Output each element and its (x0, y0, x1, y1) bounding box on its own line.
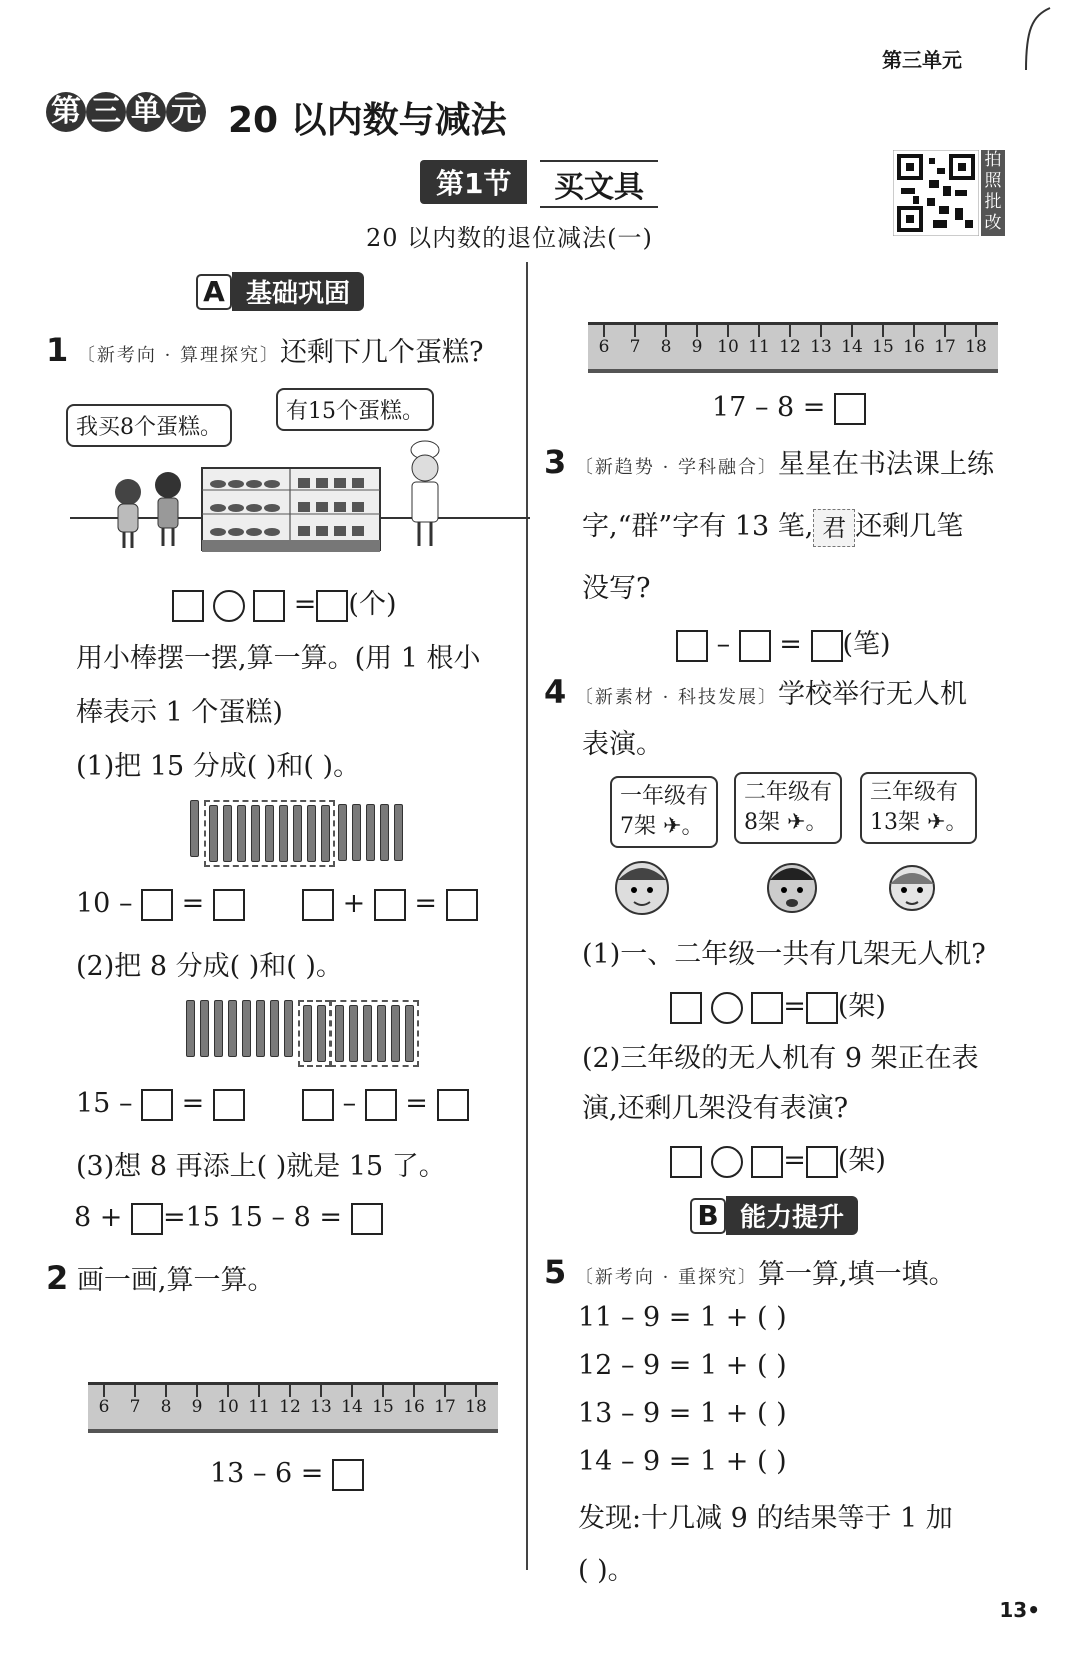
equals-sign: = (181, 1088, 205, 1119)
q4-part2-line1: (2)三年级的无人机有 9 架正在表 (582, 1043, 979, 1074)
equals-sign: = (779, 629, 802, 660)
ruler-tick-label: 14 (341, 1397, 363, 1417)
ruler-tick-label: 17 (434, 1397, 456, 1417)
q1-part2: (2)把 8 分成( )和( )。 (76, 951, 343, 982)
q1-part3-eq (74, 1202, 383, 1235)
answer-box[interactable] (374, 889, 406, 921)
q3-line2 (582, 504, 963, 547)
q2-number: 2 (46, 1259, 69, 1297)
answer-box[interactable] (676, 630, 708, 662)
ruler-tick-label: 16 (403, 1397, 425, 1417)
operator-circle[interactable] (213, 590, 245, 622)
qr-label (981, 150, 1005, 236)
ruler-left (88, 1382, 498, 1433)
bubble-end: 。 (805, 810, 828, 835)
badge-char: 三 (86, 92, 126, 132)
answer-box[interactable] (739, 630, 771, 662)
sticks-6 (330, 1000, 419, 1067)
bubble-count: 8架 (744, 810, 780, 835)
drone-icon: ✈ (927, 810, 946, 835)
answer-box[interactable] (172, 590, 204, 622)
qr-label-char: 照 (984, 171, 1002, 191)
q1-instruction-1: 用小棒摆一摆,算一算。(用 1 根小 (76, 643, 481, 674)
drone-bubble-2 (734, 772, 842, 844)
answer-box[interactable] (332, 1459, 364, 1491)
q4-tag: 〔新素材 · 科技发展〕 (574, 687, 779, 708)
answer-box[interactable] (213, 1089, 245, 1121)
q5-row: 12 – 9 = 1 + ( ) (578, 1350, 787, 1381)
q1-part2-eq-b (302, 1088, 469, 1121)
bubble-count: 7架 (620, 814, 656, 839)
sticks-5 (338, 804, 403, 861)
ruler-tick-label: 13 (310, 1397, 332, 1417)
answer-box[interactable] (670, 992, 702, 1024)
badge-char: 元 (166, 92, 206, 132)
q3-tag: 〔新趋势 · 学科融合〕 (574, 457, 779, 478)
answer-box[interactable] (316, 590, 348, 622)
minus-sign: – (342, 1088, 357, 1119)
equals-sign: = (405, 1088, 428, 1119)
q5-finding-1: 发现:十几减 9 的结果等于 1 加 (578, 1503, 953, 1534)
answer-box[interactable] (751, 1146, 783, 1178)
bubble-text: 一年级有 (620, 784, 709, 809)
ruler-tick-label: 7 (129, 1397, 141, 1417)
q1-part2-eq-a (76, 1088, 245, 1121)
q3-text-a: 字,“群”字有 13 笔, (582, 511, 814, 542)
badge-char: 单 (126, 92, 166, 132)
eq-prefix: 10 – (76, 888, 133, 919)
q5-row: 14 – 9 = 1 + ( ) (578, 1446, 787, 1477)
equals-sign: = (293, 589, 317, 620)
ruler-tick-label: 17 (934, 337, 956, 357)
bubble-end: 。 (681, 814, 704, 839)
q1-instruction-2: 棒表示 1 个蛋糕) (76, 697, 283, 728)
answer-box[interactable] (806, 1146, 838, 1178)
q1-main-equation (172, 582, 396, 622)
section-subtitle: 20 以内数的退位减法(一) (366, 224, 653, 252)
q4-line2: 表演。 (582, 729, 663, 760)
drone-bubble-3 (860, 772, 977, 844)
q2-header (46, 1258, 274, 1297)
q3-text-b: 还剩几笔 (855, 511, 964, 542)
ruler-tick-label: 9 (691, 337, 703, 357)
unit-header: 第三单元 (882, 48, 962, 72)
equals-sign: = (783, 1145, 806, 1176)
q5-text: 算一算,填一填。 (758, 1259, 956, 1290)
answer-box[interactable] (302, 1089, 334, 1121)
q1-number: 1 (46, 331, 69, 369)
bubble-end: 。 (945, 810, 968, 835)
q4-part2-line2: 演,还剩几架没有表演? (582, 1093, 849, 1124)
q2-eq2 (712, 392, 866, 425)
ruler-tick-label: 6 (98, 1397, 110, 1417)
q4-part1: (1)一、二年级一共有几架无人机? (582, 939, 986, 970)
part-b-header (690, 1196, 858, 1235)
ruler-tick-label: 10 (217, 1397, 239, 1417)
unit-ge: (个) (348, 589, 397, 620)
equals-sign: = (414, 888, 438, 919)
answer-box[interactable] (302, 889, 334, 921)
answer-box[interactable] (437, 1089, 469, 1121)
corner-curve-icon (992, 0, 1052, 80)
sticks-15 (190, 800, 335, 867)
drone-icon: ✈ (663, 814, 682, 839)
answer-box[interactable] (141, 1089, 173, 1121)
ruler-tick-label: 16 (903, 337, 925, 357)
q5-header (544, 1252, 956, 1291)
eq-prefix: 8 + (74, 1202, 123, 1233)
q3-line3: 没写? (582, 573, 651, 604)
sticks-15b (186, 1000, 331, 1067)
q4-text: 学校举行无人机 (778, 679, 968, 710)
answer-box[interactable] (811, 630, 843, 662)
qr-code-icon (893, 150, 979, 236)
ruler-tick-label: 18 (465, 1397, 487, 1417)
ruler-tick-label: 18 (965, 337, 987, 357)
page-number: 13• (999, 1598, 1040, 1622)
ruler-right (588, 322, 998, 373)
ruler-tick-label: 8 (160, 1397, 172, 1417)
minus-sign: – (716, 629, 731, 660)
equals-sign: = (783, 991, 806, 1022)
ruler-tick-label: 11 (248, 1397, 270, 1417)
ruler-tick-label: 10 (717, 337, 739, 357)
ruler-tick-label: 15 (372, 1397, 394, 1417)
q1-part3: (3)想 8 再添上( )就是 15 了。 (76, 1151, 446, 1182)
calligraphy-char: 君 (813, 509, 855, 547)
q1-tag: 〔新考向 · 算理探究〕 (76, 345, 281, 366)
q4-part2-equation (670, 1138, 886, 1178)
bubble-text: 二年级有 (744, 780, 833, 805)
q4-number: 4 (544, 673, 567, 711)
eq-prefix: 15 – (76, 1088, 133, 1119)
q3-text: 星星在书法课上练 (778, 449, 995, 480)
ruler-tick-label: 13 (810, 337, 832, 357)
ruler-tick-label: 6 (598, 337, 610, 357)
answer-box[interactable] (351, 1203, 383, 1235)
q4-part1-equation (670, 984, 886, 1024)
answer-box[interactable] (751, 992, 783, 1024)
bubble-count: 13架 (870, 810, 920, 835)
q1-part1: (1)把 15 分成( )和( )。 (76, 751, 361, 782)
answer-box[interactable] (670, 1146, 702, 1178)
answer-box[interactable] (365, 1089, 397, 1121)
part-b-label: 能力提升 (726, 1196, 858, 1235)
answer-box[interactable] (141, 889, 173, 921)
badge-char: 第 (46, 92, 86, 132)
equals-sign: = (181, 888, 205, 919)
drone-bubble-1 (610, 776, 718, 848)
page-title: 20 以内数与减法 (228, 100, 507, 141)
bubble-text: 三年级有 (870, 780, 959, 805)
unit-jia: (架) (837, 991, 886, 1022)
q5-finding-2: ( )。 (578, 1555, 635, 1586)
q3-equation (676, 622, 891, 662)
part-a-label: 基础巩固 (232, 272, 364, 311)
ruler-tick-label: 9 (191, 1397, 203, 1417)
speech-bubble-right: 有15个蛋糕。 (276, 388, 434, 431)
part-a-letter: A (196, 274, 232, 310)
qr-label-char: 改 (984, 213, 1002, 233)
eq-middle: =15 15 – 8 = (162, 1202, 342, 1233)
qr-label-char: 批 (984, 192, 1002, 212)
plus-sign: + (342, 888, 366, 919)
title-badge (46, 92, 206, 132)
answer-box[interactable] (131, 1203, 163, 1235)
answer-box[interactable] (213, 889, 245, 921)
operator-circle[interactable] (711, 992, 743, 1024)
q1-part1-eq-b (302, 888, 478, 921)
ruler-tick-label: 8 (660, 337, 672, 357)
part-a-header (196, 272, 364, 311)
unit-bi: (笔) (842, 629, 891, 660)
section-name: 买文具 (540, 160, 658, 208)
answer-box[interactable] (806, 992, 838, 1024)
children-faces (600, 856, 940, 922)
answer-box[interactable] (253, 590, 285, 622)
operator-circle[interactable] (711, 1146, 743, 1178)
q3-line1 (544, 442, 994, 481)
q1-header (46, 330, 484, 369)
q4-line1 (544, 672, 967, 711)
ruler-tick-label: 12 (779, 337, 801, 357)
q2-text: 画一画,算一算。 (76, 1265, 275, 1296)
eq-text: 13 – 6 = (210, 1458, 324, 1489)
q5-tag: 〔新考向 · 重探究〕 (574, 1267, 759, 1288)
eq-text: 17 – 8 = (712, 392, 826, 423)
ruler-tick-label: 12 (279, 1397, 301, 1417)
q5-number: 5 (544, 1253, 567, 1291)
q3-number: 3 (544, 443, 567, 481)
qr-label-char: 拍 (984, 150, 1002, 170)
q2-eq1 (210, 1458, 364, 1491)
answer-box[interactable] (834, 393, 866, 425)
ruler-tick-label: 15 (872, 337, 894, 357)
section-badge: 第1节 (420, 160, 527, 204)
ruler-tick-label: 11 (748, 337, 770, 357)
speech-bubble-left: 我买8个蛋糕。 (66, 404, 232, 447)
ruler-tick-label: 14 (841, 337, 863, 357)
q1-text: 还剩下几个蛋糕? (280, 337, 484, 368)
unit-jia: (架) (837, 1145, 886, 1176)
part-b-letter: B (690, 1198, 726, 1234)
drone-icon: ✈ (787, 810, 806, 835)
bakery-illustration (70, 440, 530, 560)
q5-row: 11 – 9 = 1 + ( ) (578, 1302, 787, 1333)
q1-part1-eq-a (76, 888, 245, 921)
answer-box[interactable] (446, 889, 478, 921)
ruler-tick-label: 7 (629, 337, 641, 357)
q5-row: 13 – 9 = 1 + ( ) (578, 1398, 787, 1429)
